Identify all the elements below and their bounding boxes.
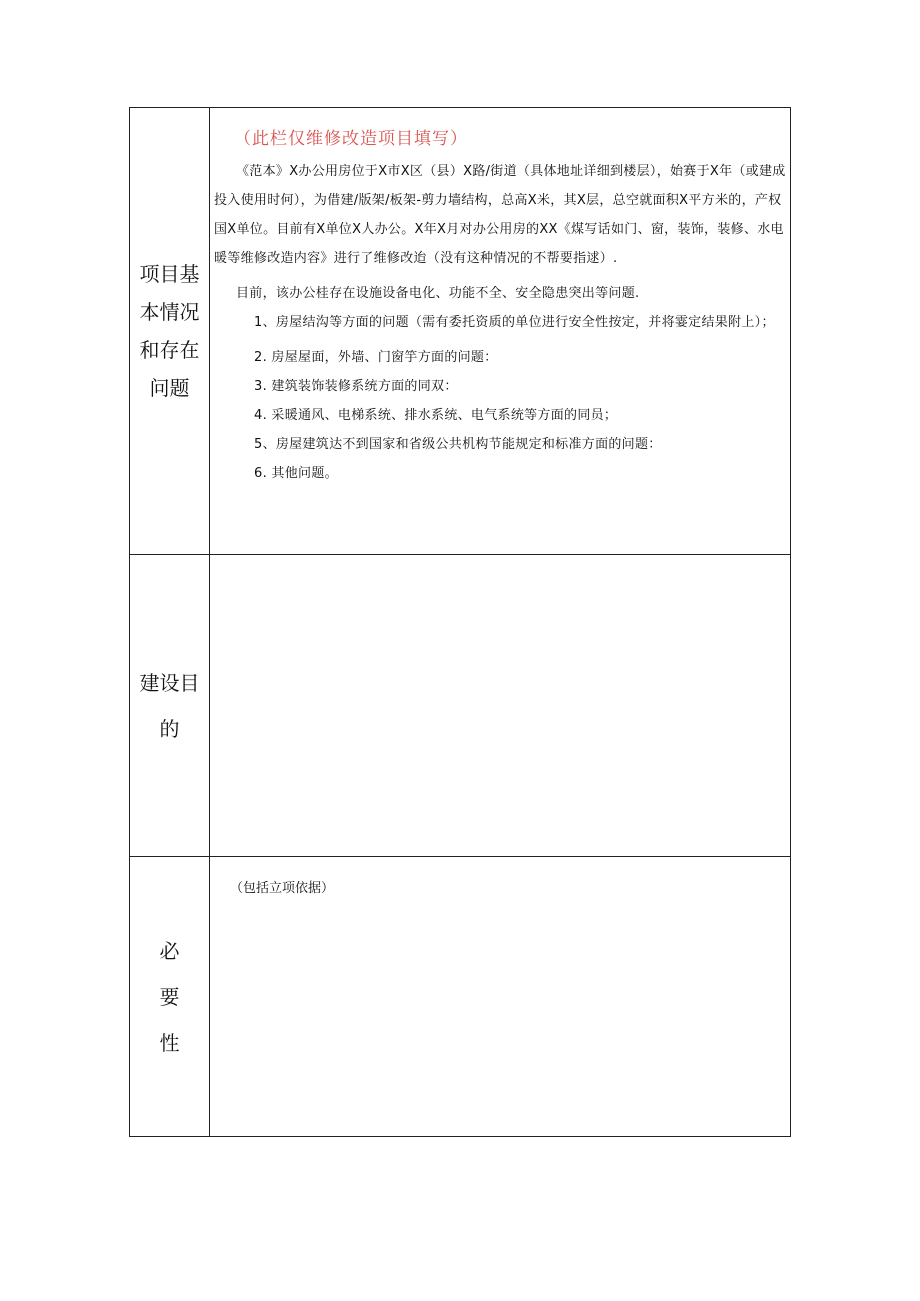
current-issues-paragraph: 目前，该办公桂存在设施设备电化、功能不全、安全隐患突出等问题. [236, 286, 640, 301]
necessity-label: 必要性 [159, 938, 180, 1055]
row-basic-situation [130, 108, 791, 555]
content-cell-purpose[interactable] [210, 555, 791, 857]
label-cell-basic [130, 108, 210, 555]
content-cell-necessity[interactable] [210, 857, 791, 1137]
template-paragraph: 《范本》X办公用房位于X市X区（县）X路/街道（具体地址详细到楼层），始赛于X年（或建成投入使用时何），为借建/版架/板架-剪力墙结构，总高X米，其X层，总空就面积X平方米的，产权国X单位。目前有X单位X人办公。X年X月对办公用房的XX《煤写话如门、窗，装饰，装修、水电暖等维修改造内容》进行了维修改迨（没有这种情况的不帮要指逑）. [214, 164, 786, 266]
row-construction-purpose [130, 555, 791, 857]
row-necessity [130, 857, 791, 1137]
issue-item-6: 6. 其他问题。 [254, 466, 338, 481]
project-form-table [129, 107, 791, 1137]
issue-item-1: 1、房屋结沟等方面的问题（需有委托资质的单位进行安全性按定，并将霎定结果附上）； [254, 315, 775, 330]
issue-item-5: 5、房屋建筑达不到国家和省级公共机构节能规定和标准方面的问题： [254, 437, 662, 452]
issue-item-4: 4. 采暖通风、电梯系统、排水系统、电气系统等方面的同员； [254, 408, 618, 423]
label-cell-necessity [130, 857, 210, 1137]
issue-item-2: 2. 房屋屋面，外墙、门窗竽方面的问题： [254, 350, 498, 365]
construction-purpose-label: 建设目的 [139, 670, 200, 741]
basis-note: （包括立项依据） [230, 881, 335, 896]
maintenance-only-note: （此栏仅维修改造项目填写） [234, 129, 468, 149]
basic-situation-label: 项目基本情况和存在问题 [139, 262, 200, 400]
issue-item-3: 3. 建筑装饰装修系统方面的同双： [254, 379, 458, 394]
label-cell-purpose [130, 555, 210, 857]
content-cell-basic[interactable] [210, 108, 791, 555]
